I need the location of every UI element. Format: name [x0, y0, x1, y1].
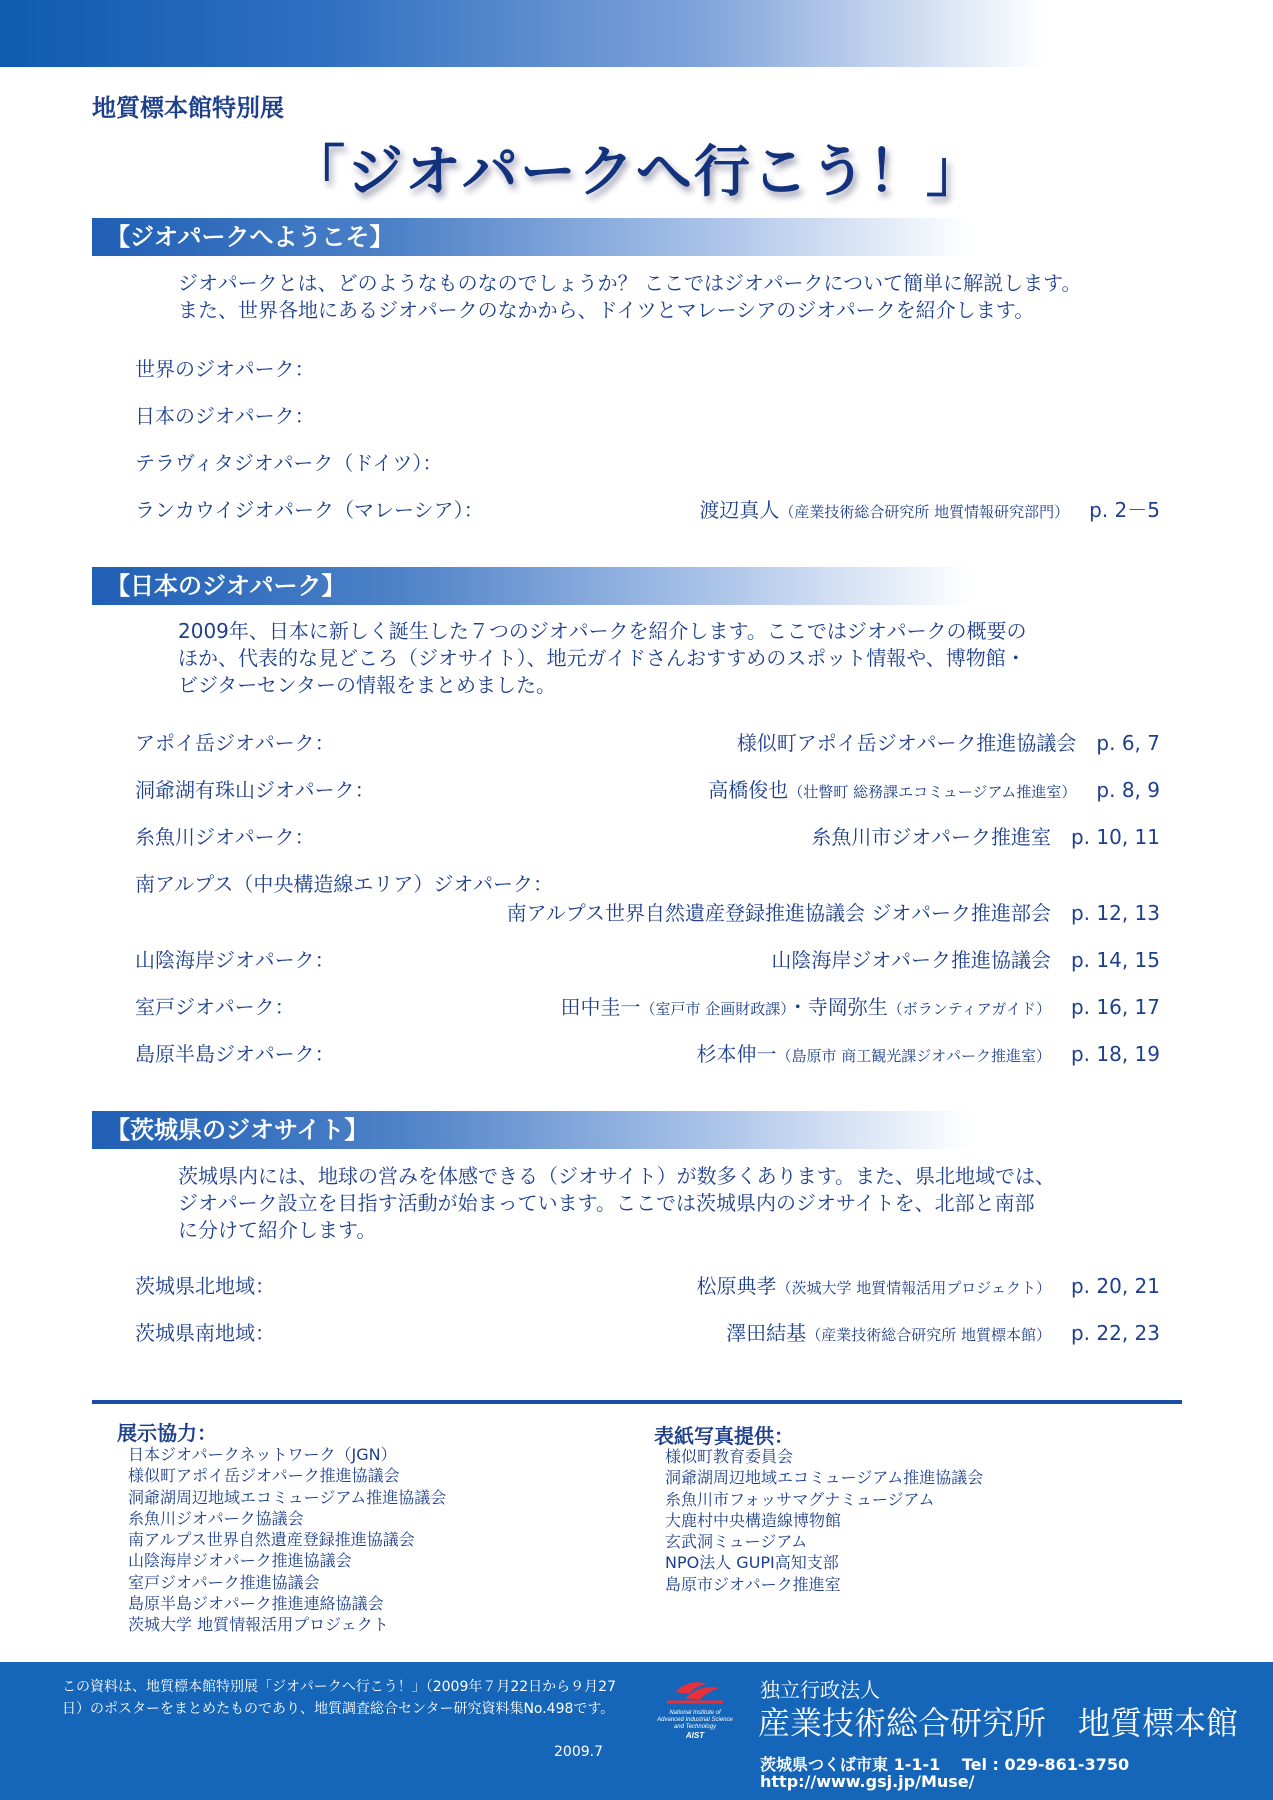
toc-label: 日本のジオパーク：	[135, 404, 315, 428]
toc-author	[696, 1270, 1160, 1299]
toc-author	[560, 991, 1160, 1020]
page-ref: p. 8, 9	[1096, 778, 1160, 802]
toc-author	[811, 821, 1160, 850]
toc-label: 室戸ジオパーク：	[135, 995, 295, 1019]
list-item: NPO法人 GUPI高知支部	[665, 1553, 839, 1573]
author-name: 南アルプス世界自然遺産登録推進協議会 ジオパーク推進部会	[506, 901, 1051, 925]
list-item: 洞爺湖周辺地域エコミュージアム推進協議会	[665, 1468, 984, 1488]
author-affiliation: （茨城大学 地質情報活用プロジェクト）	[776, 1279, 1051, 1297]
author-affiliation: （産業技術総合研究所 地質情報研究部門）	[779, 503, 1070, 521]
list-item: 山陰海岸ジオパーク推進協議会	[128, 1551, 352, 1571]
list-item: 島原半島ジオパーク推進連絡協議会	[128, 1594, 384, 1614]
author-name: 糸魚川市ジオパーク推進室	[811, 825, 1051, 849]
section-heading-japan: 【日本のジオパーク】	[92, 567, 972, 605]
toc-author	[699, 494, 1160, 523]
toc-row	[135, 727, 1160, 757]
author-affiliation: （島原市 商工観光課ジオパーク推進室）	[776, 1047, 1051, 1065]
page-ref: p. 18, 19	[1070, 1042, 1160, 1066]
list-item: 島原市ジオパーク推進室	[665, 1574, 841, 1594]
toc-label: 南アルプス（中央構造線エリア）ジオパーク：	[135, 872, 553, 896]
cover-photo-credit-list	[665, 1446, 983, 1595]
toc-row	[135, 1317, 1160, 1347]
page-title: 「ジオパークへ行こう！」	[289, 139, 984, 205]
toc-label: アポイ岳ジオパーク：	[135, 731, 335, 755]
toc-author	[507, 897, 1160, 926]
author-name: 山陰海岸ジオパーク推進協議会	[771, 948, 1051, 972]
toc-row	[135, 868, 1160, 898]
toc-label: 島原半島ジオパーク：	[135, 1042, 335, 1066]
page-ref: p. 2－5	[1089, 498, 1160, 522]
intro-line: ほか、代表的な見どころ（ジオサイト）、地元ガイドさんおすすめのスポット情報や、博物館・	[178, 646, 1026, 670]
intro-line: ジオパークとは、どのようなものなのでしょうか？ ここではジオパークについて簡単に解説します。	[178, 271, 1082, 295]
page-ref: p. 20, 21	[1070, 1274, 1160, 1298]
author-name: 渡辺真人	[699, 498, 780, 522]
list-item: 洞爺湖周辺地域エコミュージアム推進協議会	[128, 1487, 447, 1507]
list-item: 玄武洞ミュージアム	[665, 1532, 808, 1552]
section-heading-welcome: 【ジオパークへようこそ】	[92, 218, 972, 256]
intro-line: ビジターセンターの情報をまとめました。	[178, 673, 556, 697]
list-item: 南アルプス世界自然遺産登録推進協議会	[128, 1530, 415, 1550]
toc-row	[135, 944, 1160, 974]
svg-text:and Technology: and Technology	[673, 1724, 717, 1730]
author-affiliation: （壮瞥町 総務課エコミュージアム推進室）	[788, 783, 1077, 801]
list-item: 様似町アポイ岳ジオパーク推進協議会	[128, 1466, 400, 1486]
author-affiliation: （室戸市 企画財政課）	[640, 1000, 788, 1018]
author-name: 高橋俊也	[708, 778, 789, 802]
footer-date: 2009.7	[554, 1744, 603, 1760]
cover-photo-credit-title: 表紙写真提供：	[654, 1424, 794, 1448]
intro-line: に分けて紹介します。	[178, 1218, 377, 1242]
org-url[interactable]: http://www.gsj.jp/Muse/	[760, 1772, 975, 1791]
svg-text:National Institute of: National Institute of	[669, 1710, 721, 1716]
toc-label: 茨城県南地域：	[135, 1321, 275, 1345]
toc-row	[135, 774, 1160, 804]
author-name: 松原典孝	[696, 1274, 777, 1298]
toc-label: 世界のジオパーク：	[135, 357, 315, 381]
section-intro-welcome	[178, 270, 1118, 324]
section-heading-ibaraki: 【茨城県のジオサイト】	[92, 1111, 972, 1149]
page-ref: p. 6, 7	[1096, 731, 1160, 755]
list-item: 糸魚川市フォッサマグナミュージアム	[665, 1489, 935, 1509]
org-name: 産業技術総合研究所 地質標本館	[758, 1704, 1239, 1742]
toc-label: 茨城県北地域：	[135, 1274, 275, 1298]
page-ref: p. 12, 13	[1070, 901, 1160, 925]
list-item: 様似町教育委員会	[665, 1447, 794, 1466]
toc-row	[135, 400, 1160, 430]
svg-text:Advanced Industrial Science: Advanced Industrial Science	[657, 1717, 733, 1723]
list-item: 茨城大学 地質情報活用プロジェクト	[128, 1615, 389, 1635]
intro-line: また、世界各地にあるジオパークのなかから、ドイツとマレーシアのジオパークを紹介します。	[178, 298, 1035, 322]
intro-line: ジオパーク設立を目指す活動が始まっています。ここでは茨城県内のジオサイトを、北部と南部	[178, 1191, 1035, 1215]
author-affiliation: （産業技術総合研究所 地質標本館）	[806, 1326, 1051, 1344]
footer-note: この資料は、地質標本館特別展「ジオパークへ行こう！」（2009年７月22日から９月27日）のポスターをまとめたものであり、地質調査総合センター研究資料集No.498です。	[62, 1679, 616, 1717]
toc-label: 洞爺湖有珠山ジオパーク：	[135, 778, 375, 802]
toc-row	[135, 991, 1160, 1021]
list-item: 糸魚川ジオパーク協議会	[128, 1508, 304, 1528]
aist-logo	[645, 1672, 745, 1744]
section-intro-japan	[178, 618, 1118, 699]
author-name: 田中圭一	[560, 995, 641, 1019]
toc-row	[135, 897, 1160, 927]
toc-row	[135, 1038, 1160, 1068]
top-banner	[0, 0, 1273, 67]
page-ref: p. 14, 15	[1070, 948, 1160, 972]
toc-label: ランカウイジオパーク（マレーシア）：	[135, 498, 484, 522]
toc-row	[135, 821, 1160, 851]
author-name: 杉本伸一	[696, 1042, 777, 1066]
exhibit-cooperation-title: 展示協力：	[117, 1421, 217, 1445]
exhibit-cooperation-list	[128, 1444, 446, 1636]
list-item: 室戸ジオパーク推進協議会	[128, 1572, 320, 1592]
toc-label: テラヴィタジオパーク（ドイツ）：	[135, 451, 443, 475]
toc-row	[135, 1270, 1160, 1300]
author-name: 澤田結基	[726, 1321, 807, 1345]
list-item: 大鹿村中央構造線博物館	[665, 1510, 842, 1530]
footer	[0, 1662, 1273, 1800]
svg-text:AIST: AIST	[685, 1731, 705, 1740]
author-affiliation: （ボランティアガイド）	[887, 1000, 1051, 1018]
page-ref: p. 16, 17	[1070, 995, 1160, 1019]
list-item: 日本ジオパークネットワーク（JGN）	[128, 1445, 397, 1464]
page-ref: p. 10, 11	[1070, 825, 1160, 849]
author-name: ・寺岡弥生	[787, 995, 888, 1019]
intro-line: 茨城県内には、地球の営みを体感できる（ジオサイト）が数多くあります。また、県北地域では、	[178, 1164, 1055, 1188]
toc-author	[726, 1317, 1160, 1346]
toc-row	[135, 494, 1160, 524]
exhibit-label: 地質標本館特別展	[92, 94, 284, 122]
org-type: 独立行政法人	[760, 1678, 880, 1702]
toc-row	[135, 353, 1160, 383]
org-address: 茨城県つくば市東 1-1-1 Tel : 029-861-3750	[760, 1755, 1130, 1774]
credits-divider	[92, 1400, 1182, 1404]
toc-author	[771, 944, 1160, 973]
section-intro-ibaraki	[178, 1163, 1118, 1244]
toc-label: 山陰海岸ジオパーク：	[135, 948, 335, 972]
toc-author	[696, 1038, 1160, 1067]
toc-author	[708, 774, 1160, 803]
toc-row	[135, 447, 1160, 477]
toc-label: 糸魚川ジオパーク：	[135, 825, 315, 849]
author-name: 様似町アポイ岳ジオパーク推進協議会	[736, 731, 1077, 755]
toc-author	[737, 727, 1160, 756]
intro-line: 2009年、日本に新しく誕生した７つのジオパークを紹介します。ここではジオパークの概要の	[178, 619, 1027, 643]
page-ref: p. 22, 23	[1070, 1321, 1160, 1345]
